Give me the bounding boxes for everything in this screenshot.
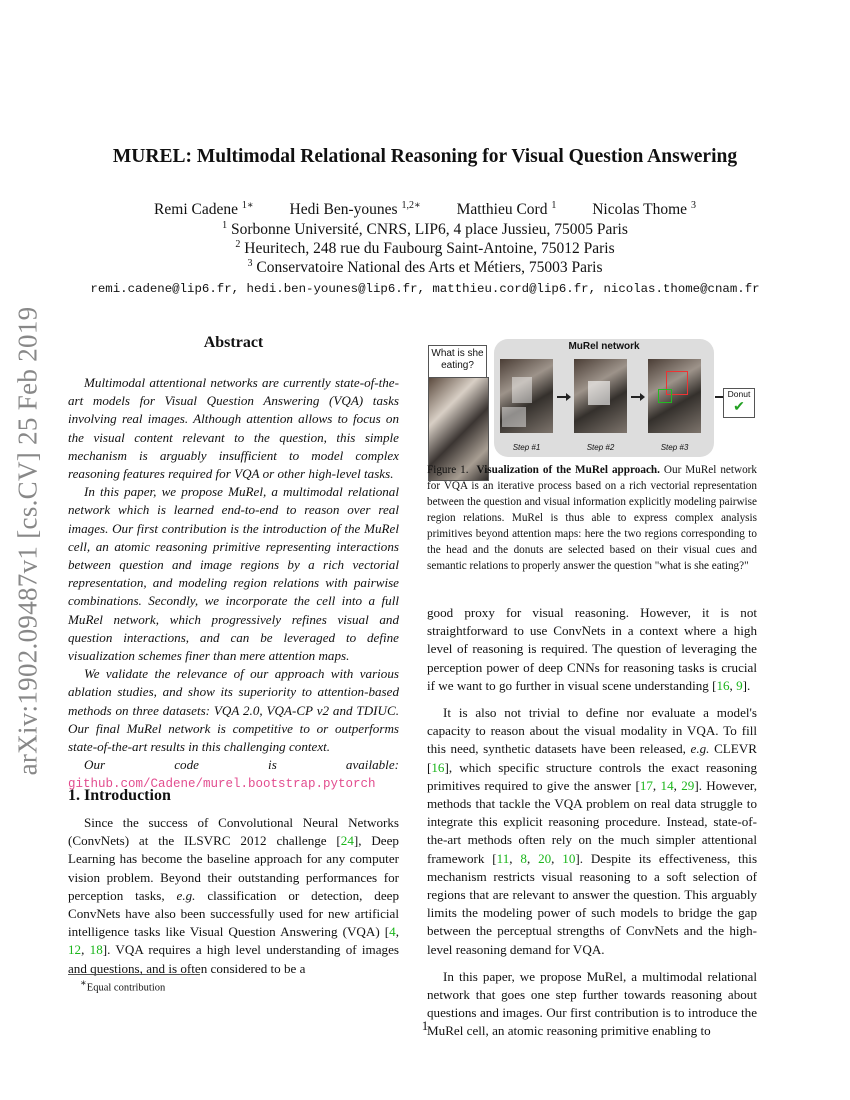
arrow-icon <box>631 396 643 398</box>
citation-link[interactable]: 12 <box>68 942 82 958</box>
citation-link[interactable]: 16 <box>716 677 730 693</box>
figure-caption: Figure 1. Visualization of the MuRel approach. Our MuRel network for VQA is an iterative process based on a rich vectorial representation between the question and visual information explicitly modeling pairwise region relations. MuRel is thus able to express complex analysis primitives beyond attention maps: here the two regions corresponding to the head and the donuts are selected based on their visual cues and semantic relations to properly answer the question "what is she eating?" <box>427 464 757 572</box>
page-number: 1 <box>421 1018 429 1033</box>
citation-link[interactable]: 29 <box>681 777 695 793</box>
abstract-heading: Abstract <box>203 334 264 351</box>
right-column-body <box>427 604 757 1041</box>
code-availability: Our code is available: github.com/Cadene/murel.bootstrap.pytorch <box>68 757 399 792</box>
question-box: What is she eating? <box>428 345 487 379</box>
abstract-body <box>68 374 399 794</box>
author: Hedi Ben-younes $^{1,2∗}$ <box>289 200 421 219</box>
step-label: Step #2 <box>586 443 615 452</box>
intro-paragraph: Since the success of Convolutional Neural Networks (ConvNets) at the ILSVRC 2012 challenge [24], Deep Learning has become the baseline approach for any computer vision problem. Beyond their outstanding performances for perception tasks, e.g. classification or detection, deep ConvNets have also been successfully used for new artificial intelligence tasks like Visual Question Answering (VQA) [4, 12, 18]. VQA requires a high level understanding of images and questions, and is often considered to be a <box>68 815 399 976</box>
citation-link[interactable]: 18 <box>89 942 103 958</box>
figure-1 <box>428 339 758 457</box>
abstract-paragraph: In this paper, we propose MuRel, a multimodal relational network which is learned end-to-end to reason over real images. Our first contribution is the introduction of the MuRel cell, an atomic reasoning primitive representing interactions between question and image regions by a rich vectorial representation, and modeling region relations with pairwise combinations. Secondly, we incorporate the cell into a full MuRel network, which progressively refines visual and question interactions, and can be leveraged to define visualization schemes finer than mere attention maps. <box>68 484 399 664</box>
body-paragraph: In this paper, we propose MuRel, a multimodal relational network that goes one step further towards reasoning about questions and images. Our first contribution is to introduce the MuRel cell, an atomic reasoning primitive enabling to <box>427 968 757 1039</box>
step-image <box>648 359 701 433</box>
abstract-paragraph: Multimodal attentional networks are currently state-of-the-art models for Visual Question Answering (VQA) tasks involving real images. Although attention allows to focus on the visual content relevant to the question, this simple mechanism is arguably insufficient to model complex reasoning features required for VQA or other high-level tasks. <box>68 375 399 482</box>
author: Remi Cadene $^{1∗}$ <box>154 200 254 219</box>
answer-box: Donut ✔ <box>723 388 755 418</box>
step-label: Step #3 <box>660 443 689 452</box>
citation-link[interactable]: 16 <box>431 759 445 775</box>
author-emails: remi.cadene@lip6.fr, hedi.ben-younes@lip6.fr, matthieu.cord@lip6.fr, nicolas.thome@cnam.fr <box>90 282 760 296</box>
author: Nicolas Thome $^3$ <box>592 200 696 219</box>
affiliation: $^1$ Sorbonne Université, CNRS, LIP6, 4 place Jussieu, 75005 Paris <box>222 220 628 239</box>
citation-link[interactable]: 20 <box>538 850 552 866</box>
murel-network-panel <box>494 339 714 457</box>
footnote-rule <box>68 974 200 975</box>
citation-link[interactable]: 9 <box>736 677 743 693</box>
affiliation: $^3$ Conservatoire National des Arts et Métiers, 75003 Paris <box>247 258 603 277</box>
arrow-icon <box>557 396 569 398</box>
citation-link[interactable]: 4 <box>389 924 396 940</box>
code-link[interactable]: github.com/Cadene/murel.bootstrap.pytorch <box>68 777 376 792</box>
author-list <box>0 200 850 219</box>
citation-link[interactable]: 8 <box>520 850 527 866</box>
citation-link[interactable]: 24 <box>340 833 354 849</box>
affiliation: $^2$ Heuritech, 248 rue du Faubourg Saint-Antoine, 75012 Paris <box>235 239 615 258</box>
body-paragraph: good proxy for visual reasoning. However, it is not straightforward to use ConvNets in a context where a high level of reasoning is required. The question of leveraging the perception power of deep CNNs for reasoning tasks is crucial if we want to go further in visual scene understanding [16, 9]. <box>427 605 757 693</box>
author: Matthieu Cord $^1$ <box>456 200 557 219</box>
check-icon: ✔ <box>733 398 745 414</box>
citation-link[interactable]: 11 <box>496 850 510 866</box>
arxiv-stamp: arXiv:1902.09487v1 [cs.CV] 25 Feb 2019 <box>12 306 43 776</box>
section-heading-introduction: 1. Introduction <box>68 787 171 804</box>
panel-title: MuRel network <box>568 341 640 352</box>
introduction-body <box>68 814 399 978</box>
body-paragraph: It is also not trivial to define nor evaluate a model's capacity to reason about the visual modality in VQA. To fill this need, synthetic datasets have been released, e.g. CLEVR [16], which specific structure controls the exact reasoning primitives required to give the answer [17, 14, 29]. However, methods that tackle the VQA problem on real data struggle to integrate this explicit reasoning procedure. Instead, state-of-the-art methods often rely on the much simpler attentional framework [11, 8, 20, 10]. Despite its effectiveness, this mechanism restricts visual reasoning to a soft selection of regions that are relevant to answer the question. This arguably limits the modeling power of such models to bridge the gap between the perceptual strengths of ConvNets and the high-level reasoning demand for VQA. <box>427 705 758 957</box>
step-image <box>574 359 627 433</box>
step-image <box>500 359 553 433</box>
citation-link[interactable]: 10 <box>562 850 576 866</box>
paper-title: MUREL: Multimodal Relational Reasoning for Visual Question Answering <box>112 146 738 167</box>
citation-link[interactable]: 17 <box>639 777 653 793</box>
step-label: Step #1 <box>512 443 541 452</box>
abstract-paragraph: We validate the relevance of our approach with various ablation studies, and show its superiority to attention-based methods on three datasets: VQA 2.0, VQA-CP v2 and TDIUC. Our final MuRel network is competitive to or outperforms state-of-the-art results in this challenging context. <box>68 666 399 755</box>
footnote: ∗Equal contribution <box>80 978 166 994</box>
citation-link[interactable]: 14 <box>660 777 674 793</box>
